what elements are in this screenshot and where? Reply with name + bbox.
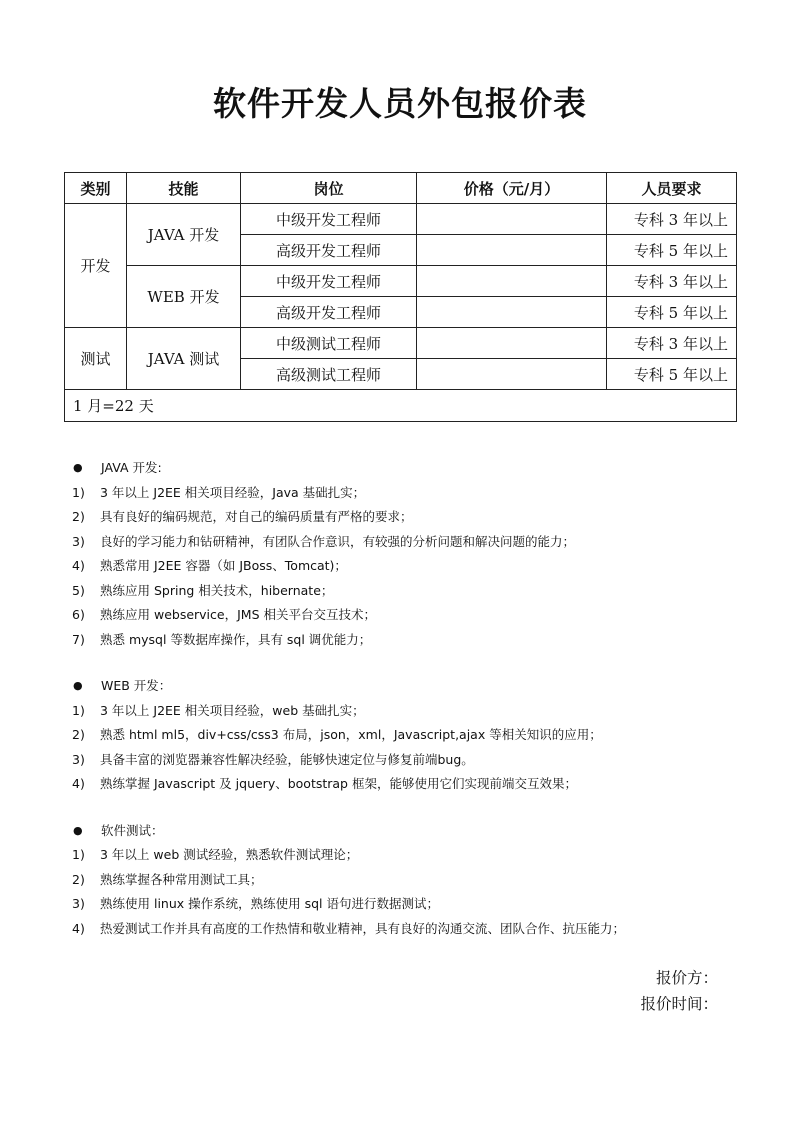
- list-item: [72, 723, 752, 748]
- list-item: [72, 772, 752, 797]
- price-cell[interactable]: [417, 235, 607, 266]
- position-cell: 高级开发工程师: [241, 297, 417, 328]
- requirement-section: [72, 819, 752, 942]
- header-position: 岗位: [241, 173, 417, 204]
- quote-table: [64, 172, 737, 422]
- requirement-cell: 专科 3 年以上: [607, 328, 737, 359]
- price-cell[interactable]: [417, 328, 607, 359]
- list-item-number: 2): [72, 509, 85, 524]
- list-item: [72, 917, 752, 942]
- list-item-text: 热爱测试工作并具有高度的工作热情和敬业精神，具有良好的沟通交流、团队合作、抗压能力；: [100, 920, 626, 936]
- list-item-number: 1): [72, 847, 85, 862]
- category-cell-dev: 开发: [65, 204, 127, 328]
- position-cell: 中级开发工程师: [241, 266, 417, 297]
- requirement-cell: 专科 5 年以上: [607, 359, 737, 390]
- list-item-text: 熟悉常用 J2EE 容器（如 JBoss、Tomcat)；: [100, 558, 347, 573]
- table-note-row: [65, 390, 737, 422]
- price-cell[interactable]: [417, 359, 607, 390]
- requirements-sections: [72, 456, 752, 963]
- list-item-text: 具有良好的编码规范，对自己的编码质量有严格的要求；: [100, 509, 413, 524]
- header-skill: 技能: [127, 173, 241, 204]
- list-item: [72, 892, 752, 917]
- list-item-number: 1): [72, 702, 85, 718]
- list-item-number: 3): [72, 533, 85, 549]
- price-cell[interactable]: [417, 204, 607, 235]
- list-item: [72, 868, 752, 893]
- list-item-number: 4): [72, 920, 85, 936]
- list-item: [72, 530, 752, 555]
- list-item-text: 3 年以上 web 测试经验，熟悉软件测试理论；: [100, 847, 359, 862]
- list-item: [72, 505, 752, 530]
- section-heading-line: [72, 674, 752, 699]
- document-title: 软件开发人员外包报价表: [213, 84, 587, 123]
- list-item: [72, 579, 752, 604]
- list-item-number: 2): [72, 871, 85, 887]
- table-row: [65, 328, 737, 359]
- list-item: [72, 481, 752, 506]
- section-heading-line: [72, 819, 752, 844]
- list-item-text: 具备丰富的浏览器兼容性解决经验，能够快速定位与修复前端bug。: [100, 751, 474, 767]
- section-heading: 软件测试：: [101, 822, 164, 838]
- position-cell: 高级开发工程师: [241, 235, 417, 266]
- list-item-text: 熟悉 html ml5，div+css/css3 布局，json，xml，Javascript,ajax 等相关知识的应用；: [100, 727, 602, 742]
- table-header-row: [65, 173, 737, 204]
- section-heading: WEB 开发：: [101, 678, 172, 693]
- requirement-section: [72, 456, 752, 652]
- list-item-number: 1): [72, 484, 85, 500]
- requirement-cell: 专科 3 年以上: [607, 266, 737, 297]
- position-cell: 中级测试工程师: [241, 328, 417, 359]
- list-item-number: 5): [72, 582, 85, 598]
- bullet-icon: ●: [73, 461, 83, 474]
- list-item-number: 6): [72, 607, 85, 622]
- list-item-text: 熟悉 mysql 等数据库操作，具有 sql 调优能力；: [100, 631, 372, 647]
- skill-cell-web-dev: WEB 开发: [127, 266, 241, 328]
- header-price: 价格（元/月）: [417, 173, 607, 204]
- price-cell[interactable]: [417, 266, 607, 297]
- requirement-cell: 专科 5 年以上: [607, 297, 737, 328]
- header-category: 类别: [65, 173, 127, 204]
- section-heading: JAVA 开发:: [101, 460, 162, 475]
- section-heading-line: [72, 456, 752, 481]
- table-row: [65, 266, 737, 297]
- skill-cell-java-test: JAVA 测试: [127, 328, 241, 390]
- skill-cell-java-dev: JAVA 开发: [127, 204, 241, 266]
- list-item-text: 熟练应用 Spring 相关技术，hibernate；: [100, 582, 334, 598]
- position-cell: 中级开发工程师: [241, 204, 417, 235]
- table-row: [65, 204, 737, 235]
- requirement-cell: 专科 5 年以上: [607, 235, 737, 266]
- list-item: [72, 748, 752, 773]
- requirement-cell: 专科 3 年以上: [607, 204, 737, 235]
- list-item: [72, 603, 752, 628]
- list-item-number: 4): [72, 558, 85, 573]
- list-item-text: 3 年以上 J2EE 相关项目经验，Java 基础扎实；: [100, 484, 366, 500]
- list-item-number: 2): [72, 727, 85, 742]
- list-item-text: 熟练应用 webservice，JMS 相关平台交互技术；: [100, 607, 376, 622]
- quoter-label: 报价方：: [655, 969, 718, 987]
- position-cell: 高级测试工程师: [241, 359, 417, 390]
- table-note: 1 月=22 天: [65, 390, 737, 422]
- list-item-text: 良好的学习能力和钻研精神，有团队合作意识，有较强的分析问题和解决问题的能力；: [100, 533, 576, 549]
- bullet-icon: ●: [73, 823, 83, 837]
- list-item-text: 熟练掌握各种常用测试工具；: [100, 871, 263, 887]
- list-item-text: 熟练掌握 Javascript 及 jquery、bootstrap 框架，能够使用它们实现前端交互效果；: [100, 776, 577, 791]
- price-cell[interactable]: [417, 297, 607, 328]
- list-item-number: 7): [72, 631, 85, 647]
- bullet-icon: ●: [73, 679, 83, 692]
- list-item-number: 3): [72, 751, 85, 767]
- list-item: [72, 843, 752, 868]
- list-item: [72, 628, 752, 653]
- quote-date-label: 报价时间：: [640, 995, 718, 1013]
- list-item: [72, 699, 752, 724]
- list-item-number: 4): [72, 776, 85, 791]
- list-item-text: 3 年以上 J2EE 相关项目经验，web 基础扎实；: [100, 702, 365, 718]
- category-cell-test: 测试: [65, 328, 127, 390]
- requirement-section: [72, 674, 752, 797]
- header-requirement: 人员要求: [607, 173, 737, 204]
- list-item: [72, 554, 752, 579]
- list-item-text: 熟练使用 linux 操作系统，熟练使用 sql 语句进行数据测试；: [100, 896, 440, 911]
- footer: [640, 965, 718, 1017]
- list-item-number: 3): [72, 896, 85, 911]
